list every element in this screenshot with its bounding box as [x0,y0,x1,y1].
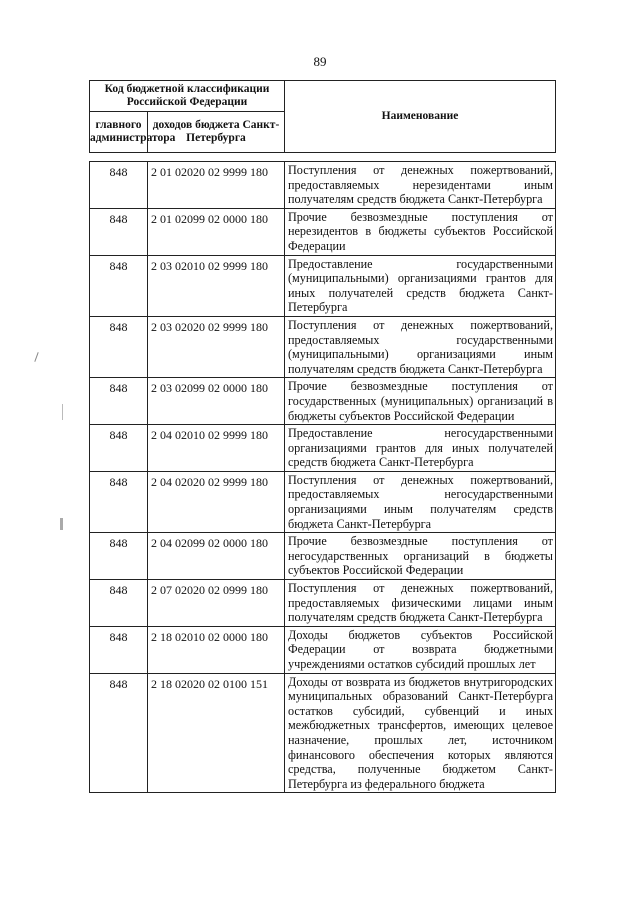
scan-artifact [60,518,63,530]
row-name: Поступления от денежных пожертвований, предоставляемых физическими лицами иным получателям средств бюджета Санкт-Петербурга [285,580,556,627]
row-name: Поступления от денежных пожертвований, предоставляемых нерезидентами иным получателям средств бюджета Санкт-Петербурга [285,162,556,209]
row-name: Прочие безвозмездные поступления от негосударственных организаций в бюджеты субъектов Российской Федерации [285,533,556,580]
header-budget: доходов бюджета Санкт-Петербурга [148,112,285,153]
budget-code: 2 03 02010 02 9999 180 [148,255,285,316]
row-name: Прочие безвозмездные поступления от государственных (муниципальных) организаций в бюджеты субъектов Российской Федерации [285,378,556,425]
row-name: Прочие безвозмездные поступления от нерезидентов в бюджеты субъектов Российской Федерации [285,208,556,255]
table-row [90,471,556,532]
admin-code: 848 [90,255,148,316]
admin-code: 848 [90,162,148,209]
row-name: Предоставление государственными (муниципальными) организациями грантов для иных получателей средств бюджета Санкт-Петербурга [285,255,556,316]
admin-code: 848 [90,378,148,425]
page-number: 89 [313,54,327,69]
table-row [90,533,556,580]
budget-code: 2 03 02099 02 0000 180 [148,378,285,425]
table-row [90,208,556,255]
header-name: Наименование [285,81,556,153]
budget-code: 2 01 02099 02 0000 180 [148,208,285,255]
admin-code: 848 [90,626,148,673]
row-name: Доходы от возврата из бюджетов внутригородских муниципальных образований Санкт-Петербурга остатков субсидий, субвенций и иных межбюджетных трансфертов, имеющих целевое назначение, прошлых лет, источником финансового обеспечения которых являются средства, полученные бюджетом Санкт-Петербурга из федерального бюджета [285,673,556,793]
scan-artifact [62,404,63,420]
row-name: Поступления от денежных пожертвований, предоставляемых негосударственными организациями иным получателям средств бюджета Санкт-Петербурга [285,471,556,532]
table-row [90,626,556,673]
scan-artifact [34,352,38,362]
admin-code: 848 [90,533,148,580]
table-row [90,673,556,793]
header-group-title: Код бюджетной классификации Российской Федерации [90,81,285,112]
admin-code: 848 [90,673,148,793]
admin-code: 848 [90,471,148,532]
table-row [90,378,556,425]
admin-code: 848 [90,316,148,377]
header-admin: главного администратора [90,112,148,153]
row-name: Поступления от денежных пожертвований, предоставляемых государственными (муниципальными) организациями иным получателям средств бюджета Санкт-Петербурга [285,316,556,377]
table-row [90,162,556,209]
budget-code: 2 18 02010 02 0000 180 [148,626,285,673]
table-row [90,255,556,316]
row-name: Предоставление негосударственными организациями грантов для иных получателей средств бюджета Санкт-Петербурга [285,425,556,472]
budget-code: 2 04 02020 02 9999 180 [148,471,285,532]
budget-code: 2 04 02099 02 0000 180 [148,533,285,580]
budget-code: 2 07 02020 02 0999 180 [148,580,285,627]
row-name: Доходы бюджетов субъектов Российской Федерации от возврата бюджетными учреждениями остатков субсидий прошлых лет [285,626,556,673]
budget-code: 2 04 02010 02 9999 180 [148,425,285,472]
table-row [90,425,556,472]
admin-code: 848 [90,580,148,627]
budget-code: 2 18 02020 02 0100 151 [148,673,285,793]
table-row [90,580,556,627]
admin-code: 848 [90,208,148,255]
budget-code: 2 01 02020 02 9999 180 [148,162,285,209]
admin-code: 848 [90,425,148,472]
budget-classification-table [89,80,556,793]
budget-code: 2 03 02020 02 9999 180 [148,316,285,377]
table-row [90,316,556,377]
